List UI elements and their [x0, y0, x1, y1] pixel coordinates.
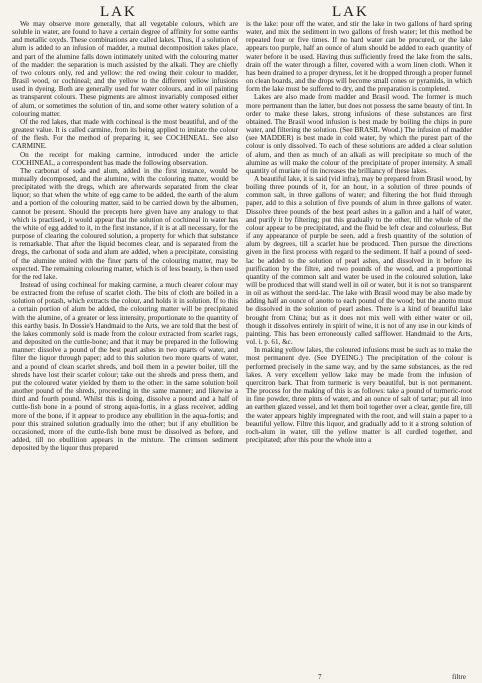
running-header [0, 4, 482, 20]
paragraph: is the lake: pour off the water, and stir the lake in two gallons of hard spring water, and mix the sediment in two gallons of fresh water; let this method be repeated four or five times. If no hard water can be procured, or the lake appears too purple, half an ounce of alum should be added to each quantity of water before it be used. Having thus sufficiently freed the lake from the salts, drain off the water through a filter, covered with a worn linen cloth. When it has been drained to a proper dryness, let it be dropped through a proper funnel on clean boards, and the drops will become small cones or pyramids, in which form the lake must be suffered to dry, and the preparation is completed. [246, 20, 472, 94]
catchword: filtre [452, 673, 466, 681]
paragraph: Of the red lakes, that made with cochineal is the most beautiful, and of the greatest value. It is called carmine, from its being applied to imitate the colour of the flesh. For the method of preparing it, see COCHINEAL. See also CARMINE. [12, 117, 238, 151]
page-footer [0, 673, 482, 683]
header-right: LAK [332, 4, 369, 20]
paragraph: In making yellow lakes, the coloured infusions must be such as to make the most permanent dye. (See DYEING.) The precipitation of the colour is performed precisely in the same way, and by the same substances, as the red lakes. A very excellent yellow lake may be made from the infusion of quercitron bark. That from turmeric is very beautiful, but is not permanent. The process for the making of this is as follows: take a pound of turmeric-root in fine powder, three pints of water, and an ounce of salt of tartar; put all into an earthen glazed vessel, and let them boil together over a clear, gentle fire, till the water appears highly impregnated with the root, and will stain a paper to a beautiful yellow. Filtre this liquor, and gradually add to it a strong solution of roch-alum in water, till the yellow matter is all curdled together, and precipitated; after this pour the whole into a [246, 346, 472, 444]
paragraph: The carbonat of soda and alum, added in the first instance, would be mutually decomposed, and the alumine, with the colouring matter, would be precipitated with the dregs, which are afterwards separated from the clear liquor; so that when the white of egg came to be added, the earth of the alum and a portion of the colouring matter, said to be carried down by the albumen, cannot be present. Should the precepts here given have any analogy to that which is practised, it would appear that the solution of cochineal in water has the white of egg added to it, in the first instance, if it is at all necessary, for the purpose of clearing the coloured solution, a property for which that substance is remarkable. That after the liquid becomes clear, and is separated from the dregs, the carbonat of soda and alum are added, when a precipitate, consisting of the alumine united with the finer parts of the colouring matter, may be expected. The remaining colouring matter, which is of less beauty, is then used for the red lake. [12, 166, 238, 281]
page-number: 7 [318, 673, 322, 681]
left-column [12, 20, 238, 675]
paragraph: On the receipt for making carmine, introduced under the article COCHINEAL, a correspondent has made the following observation. [12, 150, 238, 167]
header-left: LAK [100, 4, 137, 20]
paragraph: Instead of using cochineal for making carmine, a much clearer colour may be extracted from the refuse of scarlet cloth. The bits of cloth are boiled in a solution of potash, which extracts the colour, and holds it in solution. If to this a certain portion of alum be added, the colouring matter will be precipitated with the alumine, of a greater or less intensity, proportionate to the quantity of this earthy basis. In Dossie's Handmaid to the Arts, we are told that the best of the lakes commonly sold is made from the colour extracted from scarlet rags, and deposited on the cuttle-bone; and that it may be prepared in the following manner: dissolve a pound of the best pearl ashes in two quarts of water, and filter the liquor through paper; add to this solution two more quarts of water, and a pound of clean scarlet shreds, and boil them in a pewter boiler, till the shreds have lost their scarlet colour; take out the shreds and press them, and put the coloured water yielded by them to the other: in the same solution boil another pound of the shreds, proceeding in the same manner; and likewise a third and fourth pound. Whilst this is doing, dissolve a pound and a half of cuttle-fish bone in a pound of strong aqua-fortis, in a glass receiver, adding more of the bone, if it appear to produce any ebullition in the aqua-fortis; and pour this strained solution gradually into the other; but if any ebullition be occasioned, more of the cuttle-fish bone must be dissolved as before, and added, till no ebullition appears in the mixture. The crimson sediment deposited by the liquor thus prepared [12, 281, 238, 453]
paragraph: A beautiful lake, it is said (vid infra), may be prepared from Brasil wood, by boiling three pounds of it, for an hour, in a solution of three pounds of common salt, in three gallons of water; and filtering the hot fluid through paper, add to this a solution of five pounds of alum in three gallons of water. Dissolve three pounds of the best pearl ashes in a gallon and a half of water, and purify it by filtering; put this gradually to the other, till the whole of the colour appear to be precipitated, and the fluid be left clear and colourless. But if any appearance of purple be seen, add a fresh quantity of the solution of alum by degrees, till a scarlet hue be produced. Then pursue the directions given in the first process with regard to the sediment. If half a pound of seed-lac be added to the solution of pearl ashes, and dissolved in it before its purification by the filtre, and two pounds of the wood, and a proportional quantity of the common salt and water be used in the coloured solution, lake will be produced that will stand well in oil or water, but it is not so transparent in oil as without the seed-lac. The lake with Brasil wood may be also made by adding half an ounce of anotto to each pound of the wood; but the anotto must be dissolved in the solution of pearl ashes. There is a kind of beautiful lake brought from China; but as it does not mix well with either water or oil, though it dissolves entirely in spirit of wine, it is not of any use in our kinds of painting. This has been erroneously called safflower. Handmaid to the Arts, vol. i. p. 61, &c. [246, 174, 472, 347]
paragraph: Lakes are also made from madder and Brasil wood. The former is much more permanent than the latter, but does not possess the same beauty of tint. In order to make these lakes, strong infusions of these substances are first obtained. The Brasil wood infusion is best made by boiling the chips in pure water, and filtering the solution. (See BRASIL Wood.) The infusion of madder (see MADDER) is best made in cold water, by which the purest part of the colour is only dissolved. To each of these solutions are added a clear solution of alum, and then as much of an alkali as will precipitate so much of the alumine as will make the colour of the precipitate of proper intensity. A small quantity of muriate of tin increases the brilliancy of these lakes. [246, 93, 472, 175]
paragraph: We may observe more generally, that all vegetable colours, which are soluble in water, are found to have a certain degree of affinity for some earths and metallic oxyds. These combinations are called lakes. Thus, if a solution of alum is added to an infusion of madder, a mutual decomposition takes place, and part of the alumine falls down intimately united with the colouring matter of the madder: the separation is much assisted by the alkali. They are chiefly of two colours only, red and yellow: the red owing their colour to madder, Brasil wood, or cochineal; and the yellow to the different yellow infusions used in dyeing. Both are generally used for water colours, and in oil painting as transparent colours. These pigments are almost invariably composed either of alum, or sometimes the solution of tin, and some other watery solution of a colouring matter. [12, 20, 238, 118]
right-column [246, 20, 472, 675]
